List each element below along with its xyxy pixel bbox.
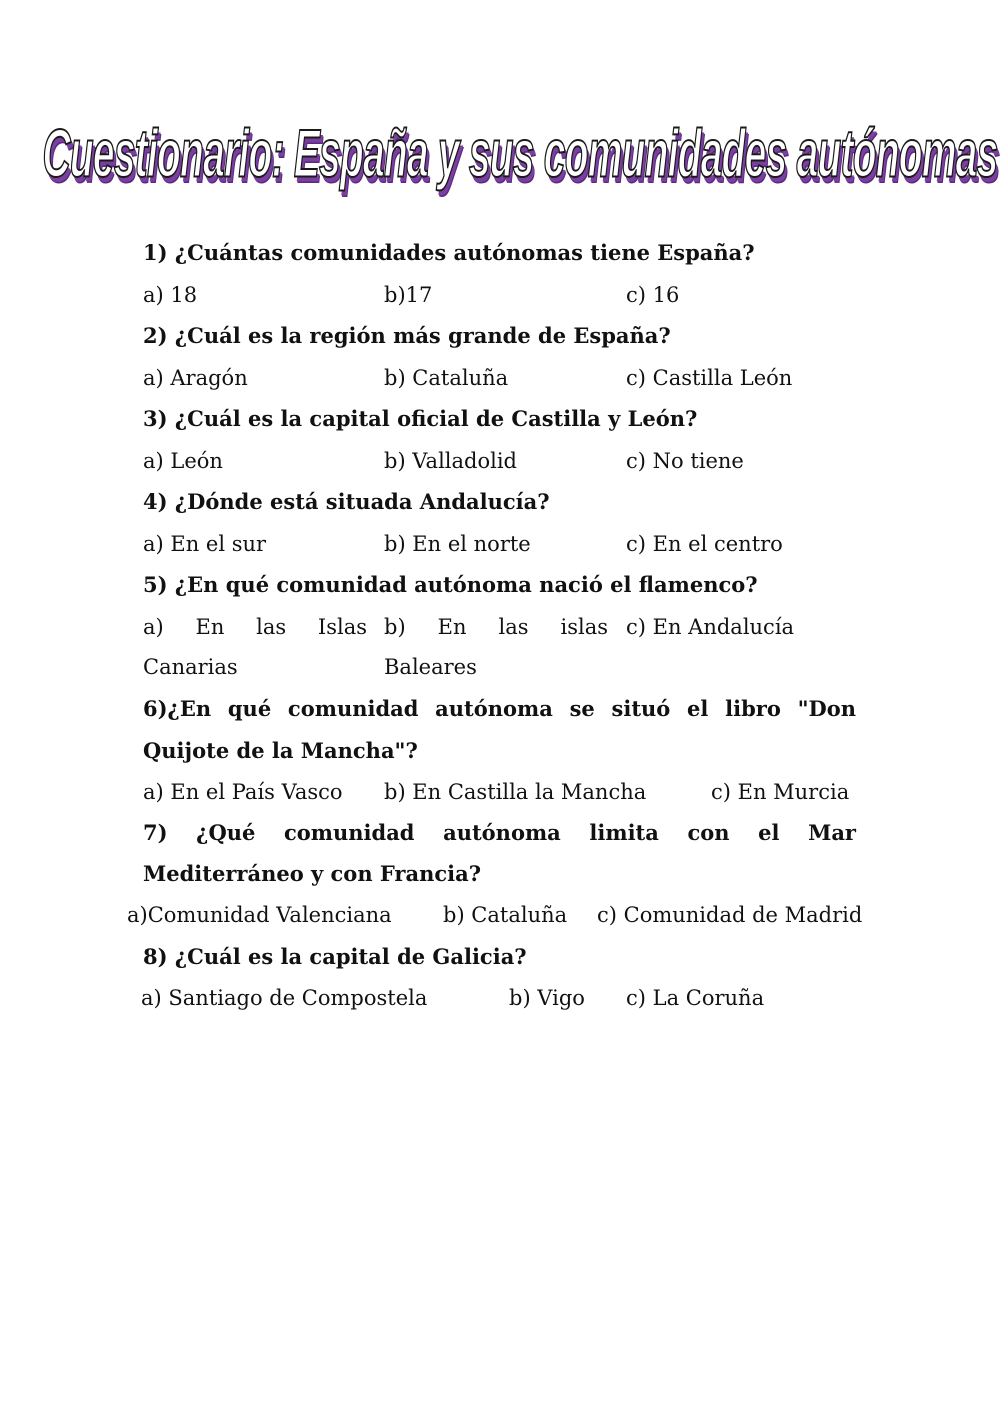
q8-option-a[interactable]: a) Santiago de Compostela: [141, 986, 428, 1010]
q5-option-a[interactable]: a) En las Islas: [143, 615, 367, 639]
q5-option-a-cont[interactable]: Canarias: [143, 655, 238, 679]
q8-option-b[interactable]: b) Vigo: [509, 986, 585, 1010]
q3-option-b[interactable]: b) Valladolid: [384, 449, 517, 473]
question-6: 6)¿En qué comunidad autónoma se situó el libro "Don: [143, 696, 856, 721]
question-1: 1) ¿Cuántas comunidades autónomas tiene España?: [143, 240, 755, 265]
q6-option-b[interactable]: b) En Castilla la Mancha: [384, 780, 647, 804]
q4-option-c[interactable]: c) En el centro: [626, 532, 783, 556]
q6-option-c[interactable]: c) En Murcia: [711, 780, 850, 804]
question-5: 5) ¿En qué comunidad autónoma nació el flamenco?: [143, 572, 758, 597]
question-2: 2) ¿Cuál es la región más grande de España?: [143, 323, 671, 348]
q5-option-b[interactable]: b) En las islas: [384, 615, 608, 639]
q7-option-b[interactable]: b) Cataluña: [443, 903, 568, 927]
q5-option-c[interactable]: c) En Andalucía: [626, 615, 795, 639]
q3-option-c[interactable]: c) No tiene: [626, 449, 744, 473]
q4-option-a[interactable]: a) En el sur: [143, 532, 267, 556]
q1-option-a[interactable]: a) 18: [143, 283, 198, 307]
q8-option-c[interactable]: c) La Coruña: [626, 986, 765, 1010]
q4-option-b[interactable]: b) En el norte: [384, 532, 531, 556]
question-8: 8) ¿Cuál es la capital de Galicia?: [143, 944, 527, 969]
question-3: 3) ¿Cuál es la capital oficial de Castilla y León?: [143, 406, 698, 431]
worksheet-title: Cuestionario: España y sus comunidades autónomas: [42, 116, 998, 192]
question-4: 4) ¿Dónde está situada Andalucía?: [143, 489, 550, 514]
question-7-cont: Mediterráneo y con Francia?: [143, 861, 482, 886]
question-7: 7) ¿Qué comunidad autónoma limita con el Mar: [143, 820, 856, 845]
q2-option-c[interactable]: c) Castilla León: [626, 366, 793, 390]
q7-option-c[interactable]: c) Comunidad de Madrid: [597, 903, 863, 927]
q6-option-a[interactable]: a) En el País Vasco: [143, 780, 343, 804]
question-6-cont: Quijote de la Mancha"?: [143, 738, 418, 763]
q5-option-b-cont[interactable]: Baleares: [384, 655, 477, 679]
q1-option-b[interactable]: b)17: [384, 283, 433, 307]
q7-option-a[interactable]: a)Comunidad Valenciana: [127, 903, 392, 927]
q3-option-a[interactable]: a) León: [143, 449, 223, 473]
q2-option-a[interactable]: a) Aragón: [143, 366, 248, 390]
q1-option-c[interactable]: c) 16: [626, 283, 680, 307]
q2-option-b[interactable]: b) Cataluña: [384, 366, 509, 390]
